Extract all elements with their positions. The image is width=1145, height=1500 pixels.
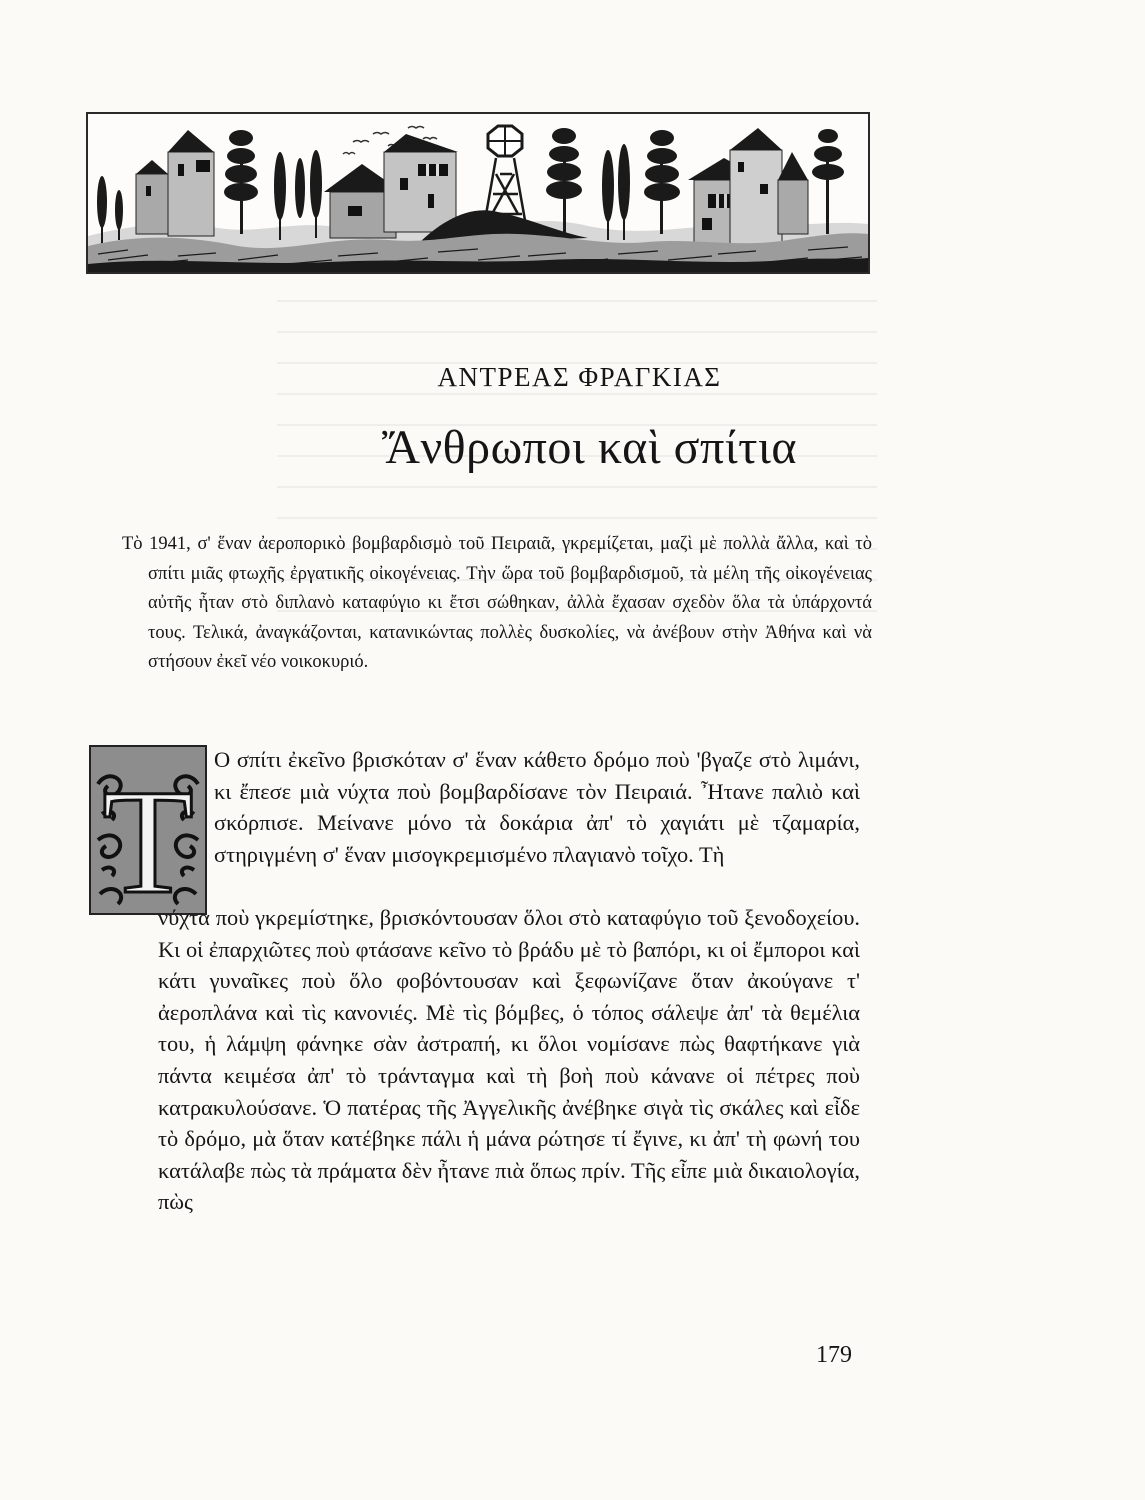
drop-cap-letter: T (102, 759, 194, 916)
header-illustration (86, 112, 870, 274)
author-name: ΑΝΤΡΕΑΣ ΦΡΑΓΚΙΑΣ (437, 362, 722, 392)
ornamental-drop-cap (88, 744, 208, 916)
intro-summary: Τὸ 1941, σ' ἕναν ἀεροπορικὸ βομβαρδισμὸ τοῦ Πειραιᾶ, γκρεμίζεται, μαζὶ μὲ πολλὰ ἄλλα, καὶ τὸ σπίτι μιᾶς φτωχῆς ἐργατικῆς οἰκογένειας. Τὴν ὥρα τοῦ βομβαρδισμοῦ, τὰ μέλη τῆς οἰκογένειας αὐτῆς ἦταν στὸ διπλανὸ καταφύγιο κι ἔτσι σώθηκαν, ἀλλὰ ἔχασαν σχεδὸν ὅλα τὰ ὑπάρχοντά τους. Τελικά, ἀναγκάζονται, κατανικώντας πολλὲς δυσκολίες, νὰ ἀνέβουν στὴν Ἀθήνα καὶ νὰ στήσουν ἐκεῖ νέο νοικοκυριό. (122, 534, 872, 672)
body-opening: Ο σπίτι ἐκεῖνο βρισκόταν σ' ἕναν κάθετο δρόμο ποὺ 'βγαζε στὸ λιμάνι, κι ἔπεσε μιὰ νύχτα ποὺ βομβαρδίσανε τὸν Πειραιά. Ἦτανε παλιὸ καὶ σκόρπισε. Μείνανε μόνο τὰ δοκάρια ἀπ' τὸ χαγιάτι μὲ τζαμαρία, στηριγμένη σ' ἕναν μισογκρεμισμένο πλαγιανὸ τοῖχο. Τὴ (214, 747, 860, 867)
page-number: 179 (816, 1342, 852, 1368)
chapter-title: Ἄνθρωποι καὶ σπίτια (381, 421, 798, 474)
body-continuation: νύχτα ποὺ γκρεμίστηκε, βρισκόντουσαν ὅλοι στὸ καταφύγιο τοῦ ξενοδοχείου. Κι οἱ ἐπαρχιῶτες ποὺ φτάσανε κεῖνο τὸ βράδυ μὲ τὸ βαπόρι, κι οἱ ἔμποροι καὶ κάτι γυναῖκες ποὺ ὅλο φοβόντουσαν καὶ ξεφωνίζανε ὅταν ἀκούγανε τ' ἀεροπλάνα καὶ τὶς κανονιές. Μὲ τὶς βόμβες, ὁ τόπος σάλεψε ἀπ' τὰ θεμέλια του, ἡ λάμψη φάνηκε σὰν ἀστραπή, κι ὅλοι νομίσανε πὼς θαφτήκανε γιὰ πάντα κειμέσα ἀπ' τὸ τράνταγμα καὶ τὴ βοὴ ποὺ κάνανε οἱ πέτρες ποὺ κατρακυλούσανε. Ὁ πατέρας τῆς Ἀγγελικῆς ἀνέβηκε σιγὰ τὶς σκάλες καὶ εἶδε τὸ δρόμο, μὰ ὅταν κατέβηκε πάλι ἡ μάνα ρώτησε τί ἔγινε, κι ἀπ' τὴ φωνή του κατάλαβε πὼς τὰ πράματα δὲν ἦτανε πιὰ ὅπως πρίν. Τῆς εἶπε μιὰ δικαιολογία, πὼς (158, 905, 860, 1215)
